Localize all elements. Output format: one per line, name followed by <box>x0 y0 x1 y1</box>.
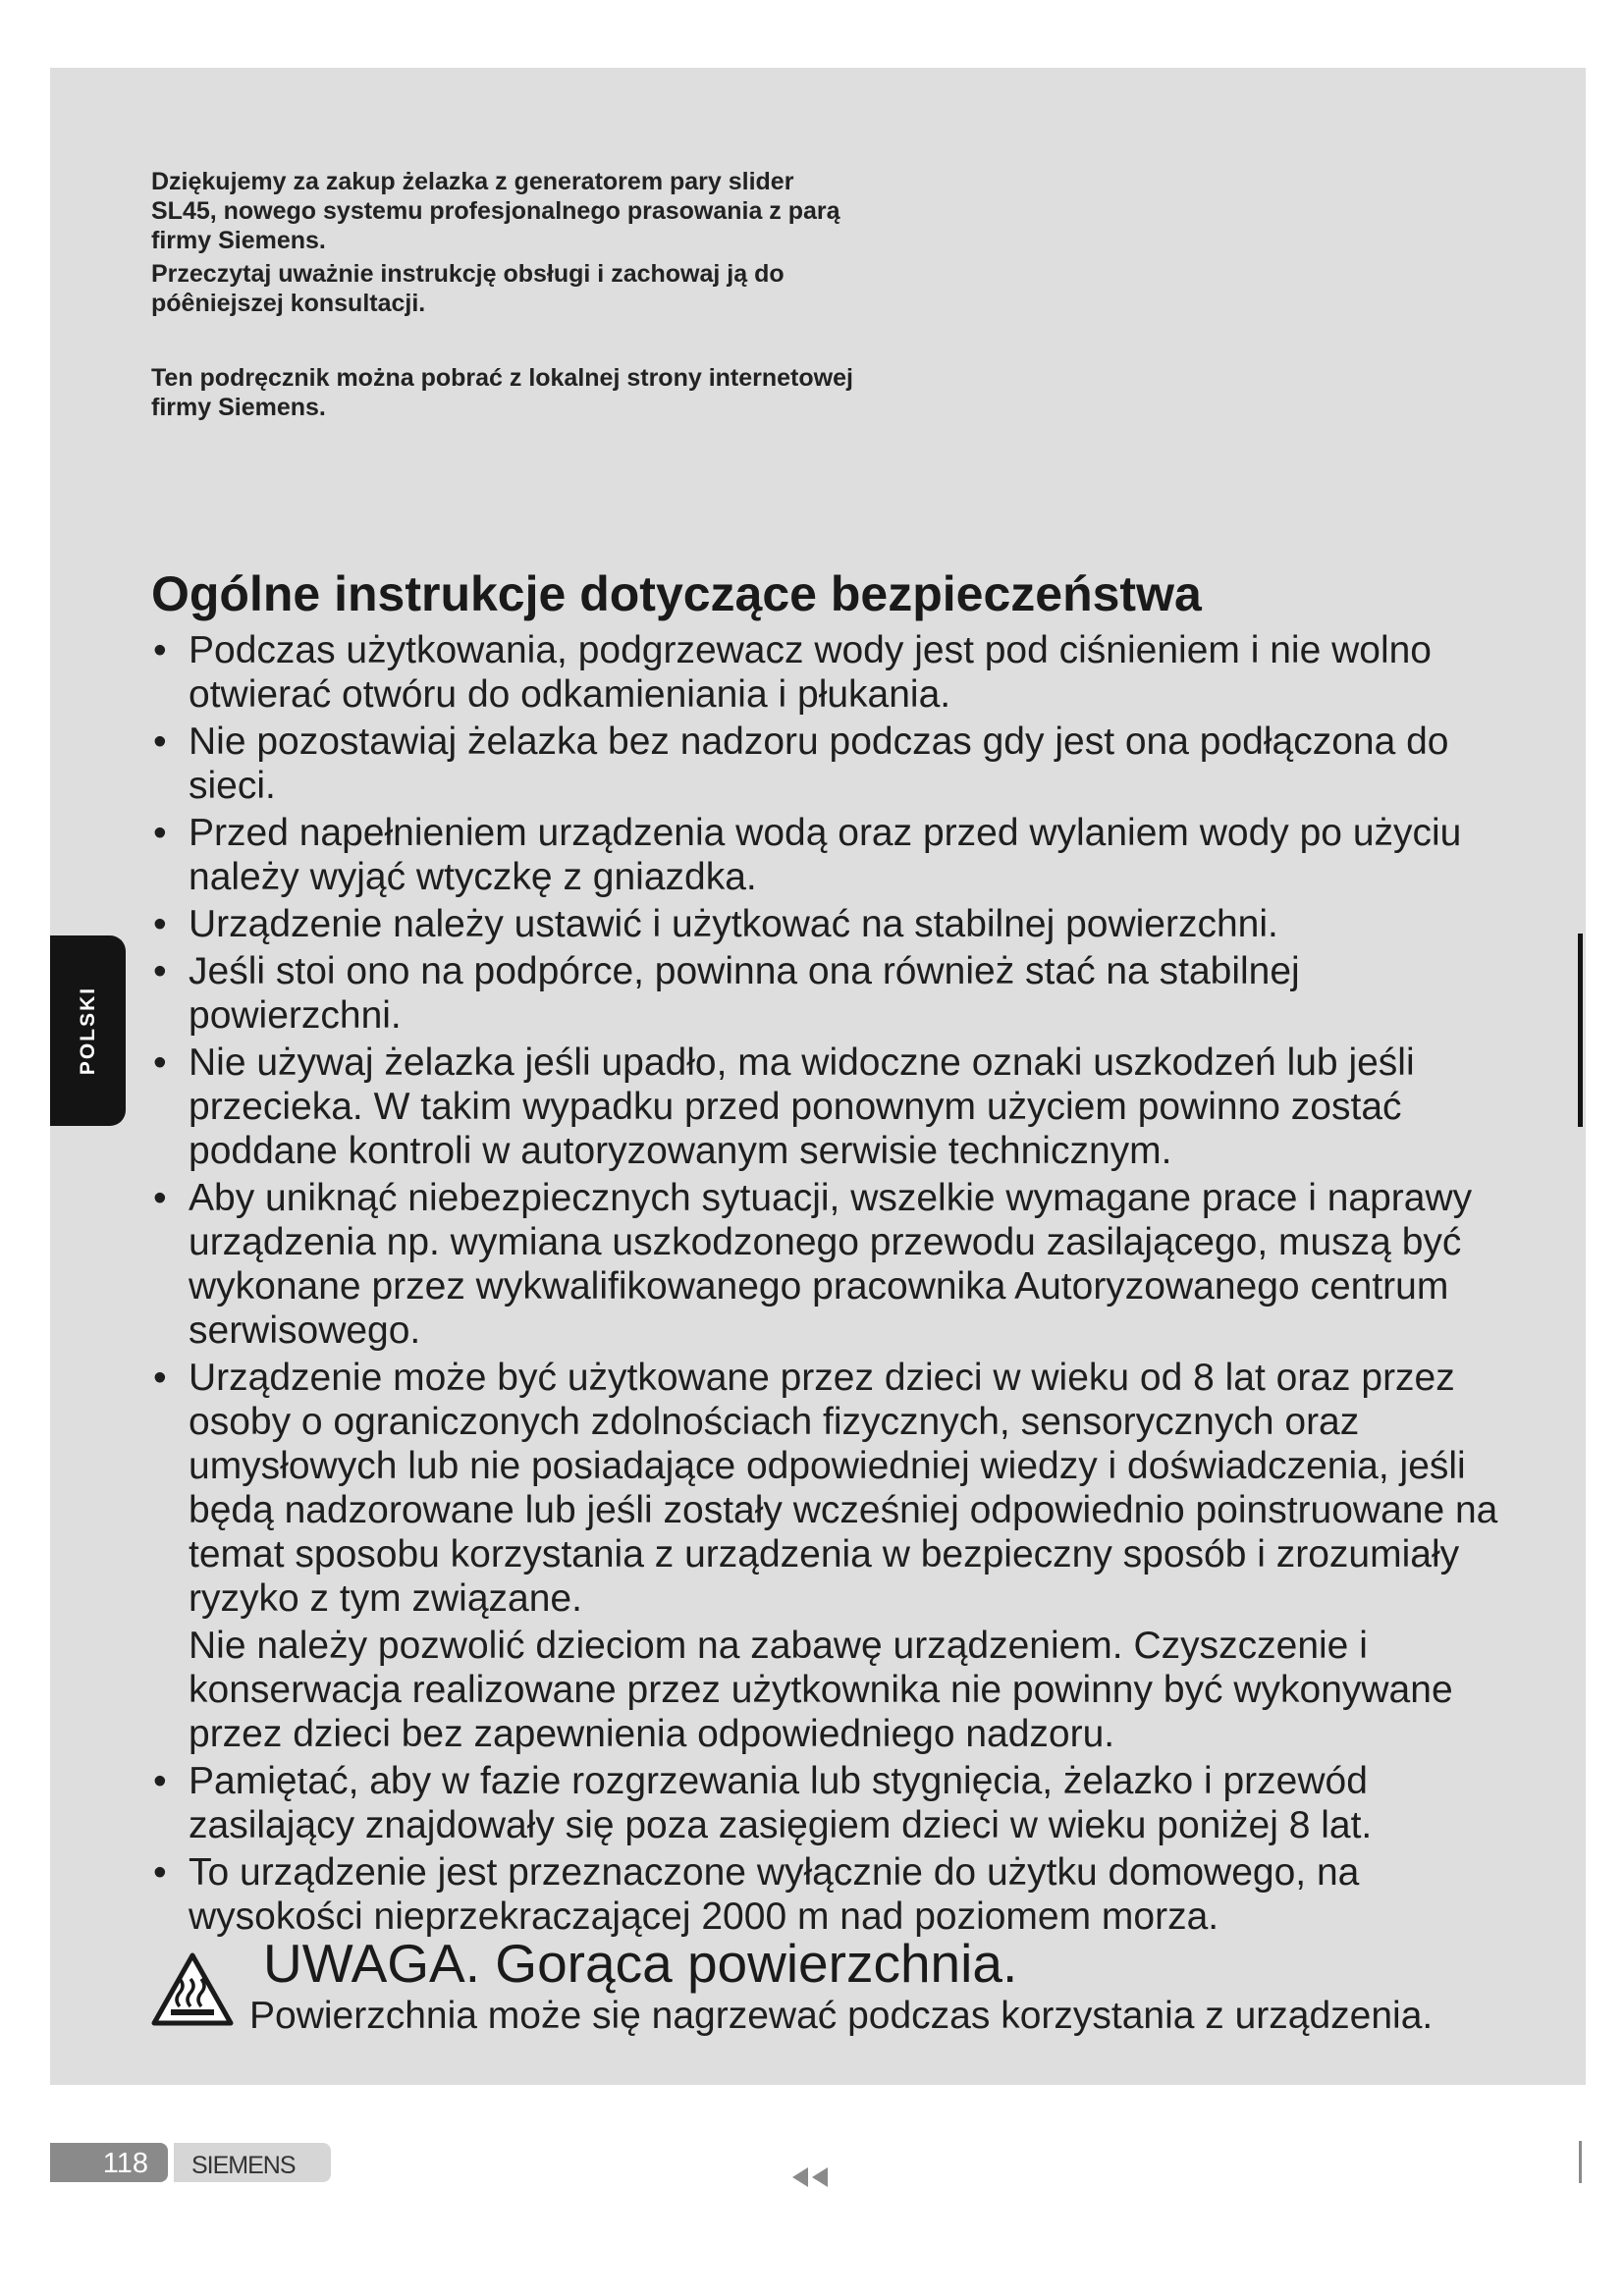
bullet-dot: • <box>153 1177 167 1219</box>
previous-page-arrows-icon[interactable] <box>792 2166 836 2188</box>
brand-name: SIEMENS <box>191 2152 296 2179</box>
bullet-dot: • <box>153 950 167 992</box>
safety-item <box>147 628 1522 717</box>
safety-item <box>147 811 1522 899</box>
safety-item-extra-text: Nie należy pozwolić dzieciom na zabawę urządzeniem. Czyszczenie i konserwacja realizowane przez użytkownika nie powinny być wykonywane przez dzieci bez zapewnienia odpowiedniego nadzoru. <box>189 1625 1453 1755</box>
bullet-dot: • <box>153 1357 167 1399</box>
safety-item <box>147 1356 1522 1756</box>
footer-margin-bar <box>1579 2141 1582 2183</box>
safety-item <box>147 1041 1522 1173</box>
bullet-dot: • <box>153 1041 167 1084</box>
warning-title: UWAGA. Gorąca powierzchnia. <box>263 1933 1018 1994</box>
safety-item <box>147 1176 1522 1353</box>
safety-item <box>147 720 1522 808</box>
bullet-dot: • <box>153 629 167 671</box>
safety-item-text: Nie używaj żelazka jeśli upadło, ma widoczne oznaki uszkodzeń lub jeśli przecieka. W takim wypadku przed ponownym użyciem powinno zostać poddane kontroli w autoryzowanym serwisie technicznym. <box>189 1041 1415 1172</box>
warning-text: Powierzchnia może się nagrzewać podczas korzystania z urządzenia. <box>249 1995 1434 2037</box>
safety-item-text: To urządzenie jest przeznaczone wyłącznie do użytku domowego, na wysokości nieprzekraczającej 2000 m nad poziomem morza. <box>189 1851 1360 1938</box>
language-tab-label: POLSKI <box>76 986 99 1076</box>
right-margin-bar <box>1578 934 1583 1127</box>
safety-item-text: Podczas użytkowania, podgrzewacz wody jest pod ciśnieniem i nie wolno otwierać otwóru do odkamieniania i płukania. <box>189 629 1432 716</box>
safety-item-text: Jeśli stoi ono na podpórce, powinna ona również stać na stabilnej powierzchni. <box>189 950 1300 1037</box>
hot-surface-warning-icon <box>151 1952 234 2027</box>
safety-item-text: Urządzenie należy ustawić i użytkować na stabilnej powierzchni. <box>189 903 1278 945</box>
safety-item <box>147 949 1522 1038</box>
hot-surface-warning <box>151 1933 1545 2047</box>
safety-item-text: Pamiętać, aby w fazie rozgrzewania lub stygnięcia, żelazko i przewód zasilający znajdowały się poza zasięgiem dzieci w wieku poniżej 8 lat. <box>189 1760 1373 1846</box>
bullet-dot: • <box>153 812 167 854</box>
language-tab <box>50 935 126 1126</box>
intro-download-note: Ten podręcznik można pobrać z lokalnej strony internetowej firmy Siemens. <box>151 364 853 421</box>
bullet-dot: • <box>153 1760 167 1802</box>
page-number-badge <box>50 2143 168 2182</box>
brand-badge <box>174 2143 331 2182</box>
page-number: 118 <box>102 2148 148 2179</box>
safety-item-text: Przed napełnieniem urządzenia wodą oraz przed wylaniem wody po użyciu należy wyjąć wtyczkę z gniazdka. <box>189 812 1462 898</box>
bullet-dot: • <box>153 1851 167 1894</box>
safety-list <box>147 628 1522 1942</box>
safety-item <box>147 1759 1522 1847</box>
safety-item <box>147 1850 1522 1939</box>
safety-item-text: Urządzenie może być użytkowane przez dzieci w wieku od 8 lat oraz przez osoby o ograniczonych zdolnościach fizycznych, sensorycznych oraz umysłowych lub nie posiadające odpowiedniej wiedzy i doświadczenia, jeśli będą nadzorowane lub jeśli zostały wcześniej odpowiednio poinstruowane na temat sposobu korzystania z urządzenia w bezpieczny sposób i zrozumiały ryzyko z tym związane. <box>189 1357 1498 1620</box>
intro-block <box>151 167 858 422</box>
intro-read-instructions: Przeczytaj uważnie instrukcję obsługi i zachowaj ją do póêniejszej konsultacji. <box>151 260 785 317</box>
safety-item <box>147 902 1522 946</box>
bullet-dot: • <box>153 721 167 763</box>
safety-item-text: Aby uniknąć niebezpiecznych sytuacji, wszelkie wymagane prace i naprawy urządzenia np. wymiana uszkodzonego przewodu zasilającego, muszą być wykonane przez wykwalifikowanego pracownika Autoryzowanego centrum serwisowego. <box>189 1177 1473 1352</box>
safety-heading: Ogólne instrukcje dotyczące bezpieczeństwa <box>151 566 1202 621</box>
safety-item-text: Nie pozostawiaj żelazka bez nadzoru podczas gdy jest ona podłączona do sieci. <box>189 721 1449 807</box>
intro-thanks: Dziękujemy za zakup żelazka z generatorem pary slider SL45, nowego systemu profesjonalnego prasowania z parą firmy Siemens. <box>151 168 840 254</box>
bullet-dot: • <box>153 903 167 945</box>
